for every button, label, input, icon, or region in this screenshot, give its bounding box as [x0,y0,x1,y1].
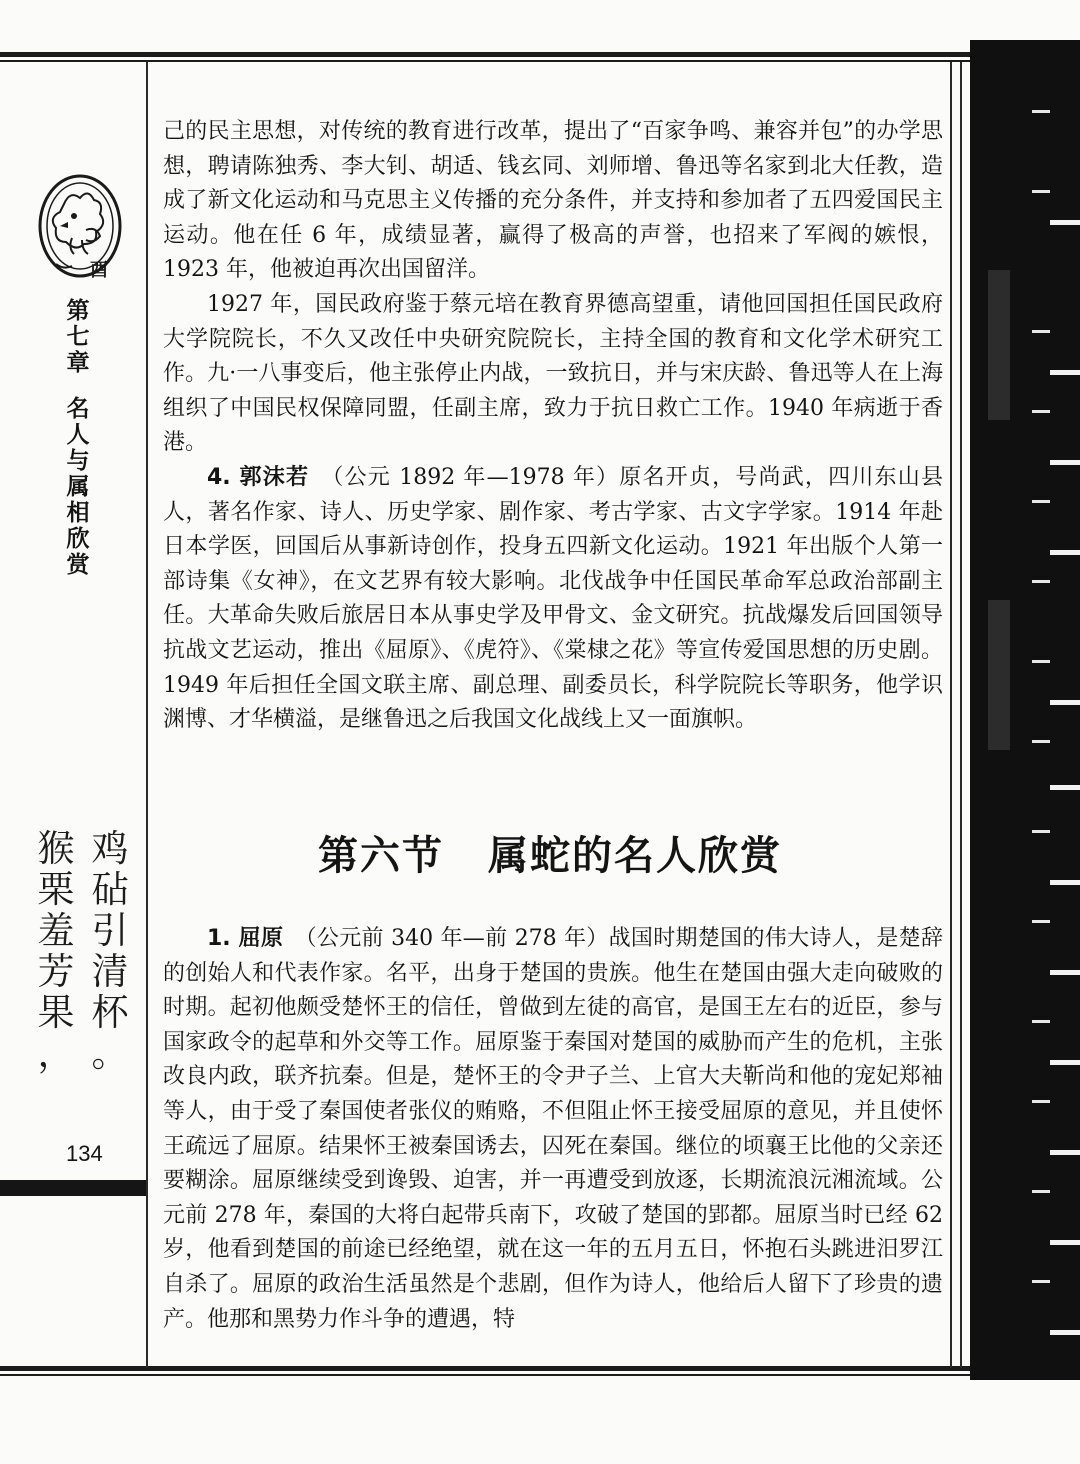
page-number: 134 [66,1141,103,1166]
section-name: 属蛇的名人欣赏 [488,833,782,879]
paragraph-qu-yuan [163,922,943,1337]
bottom-rule [0,1366,1040,1371]
person-bio: （公元前 340 年—前 278 年）战国时期楚国的伟大诗人，是楚辞的创始人和代表作家。名平，出身于楚国的贵族。他生在楚国由强大走向破败的时期。起初他颇受楚怀王的信任，曾做到左徒的高官，是国王左右的近臣，参与国家政令的起草和外交等工作。屈原鉴于秦国对楚国的威胁而产生的危机，主张改良内政，联齐抗秦。但是，楚怀王的令尹子兰、上官大夫靳尚和他的宠妃郑袖等人，由于受了秦国使者张仪的贿赂，不但阻止怀王接受屈原的意见，并且使怀王疏远了屈原。结果怀王被秦国诱去，囚死在秦国。继位的顷襄王比他的父亲还要糊涂。屈原继续受到谗毁、迫害，并一再遭受到放逐，长期流浪沅湘流域。公元前 278 年，秦国的大将白起带兵南下，攻破了楚国的郢都。屈原当时已经 62 岁，他看到楚国的前途已经绝望，就在这一年的五月五日，怀抱石头跳进汨罗江自杀了。屈原的政治生活虽然是个悲剧，但作为诗人，他给后人留下了珍贵的遗产。他那和黑势力作斗争的遭遇，特 [163,926,943,1332]
bottom-rule-thin [0,1374,1040,1376]
right-border-outer [960,62,962,1368]
person-name: 1. 屈原 [207,926,284,951]
chapter-title: 名 人 与 属 相 欣 赏 [66,396,90,578]
proverb-line-1: 鸡 砧 引 清 杯 。 [91,827,129,1075]
person-bio: （公元 1892 年—1978 年）原名开贞，号尚武，四川东山县人，著名作家、诗人、历史学家、剧作家、考古学家、古文字学家。1914 年赴日本学医，回国后从事新诗创作，投身五四新文化运动。1921 年出版个人第一部诗集《女神》，在文艺界有较大影响。北伐战争中任国民革命军总政治部副主任。大革命失败后旅居日本从事史学及甲骨文、金文研究。抗战爆发后回国领导抗战文艺运动，推出《屈原》、《虎符》、《棠棣之花》等宣传爱国思想的历史剧。1949 年后担任全国文联主席、副总理、副委员长，科学院院长等职务，他学识渊博、才华横溢，是继鲁迅之后我国文化战线上又一面旗帜。 [163,464,943,733]
person-name: 4. 郭沫若 [207,464,310,490]
top-rule [0,52,1040,57]
page-edge-shadow [970,40,1080,1380]
margin-divider [146,62,148,1368]
paragraph: 1927 年，国民政府鉴于蔡元培在教育界德高望重，请他回国担任国民政府大学院院长，不久又改任中央研究院院长，主持全国的教育和文化学术研究工作。九·一八事变后，他主张停止内战，一致抗日，并与宋庆龄、鲁迅等人在上海组织了中国民权保障同盟，任副主席，致力于抗日救亡工作。1940 年病逝于香港。 [163,291,943,456]
edge-smudge [988,270,1010,420]
paragraph-guo-moruo [163,461,943,738]
bottom-text-block [163,922,943,1337]
top-rule-thin [0,60,1040,62]
edge-smudge [988,600,1010,750]
proverb-line-2: 猴 栗 羞 芳 果 ， [37,827,75,1075]
rooster-emblem-icon [34,170,126,288]
chapter-number: 第 七 章 [66,298,90,376]
paragraph: 己的民主思想，对传统的教育进行改革，提出了“百家争鸣、兼容并包”的办学思想，聘请陈独秀、李大钊、胡适、钱玄同、刘师增、鲁迅等名家到北大任教，造成了新文化运动和马克思主义传播的充分条件，并支持和参加者了五四爱国民主运动。他在任 6 年，成绩显著，赢得了极高的声誉，也招来了军阀的嫉恨，1923 年，他被迫再次出国留洋。 [163,119,943,283]
right-border [950,62,952,1368]
section-title [150,824,950,881]
svg-text:酉: 酉 [90,260,108,281]
page-number-bar [0,1180,146,1196]
section-number: 第六节 [318,833,444,879]
top-text-block [163,115,943,738]
chapter-heading [64,298,92,578]
